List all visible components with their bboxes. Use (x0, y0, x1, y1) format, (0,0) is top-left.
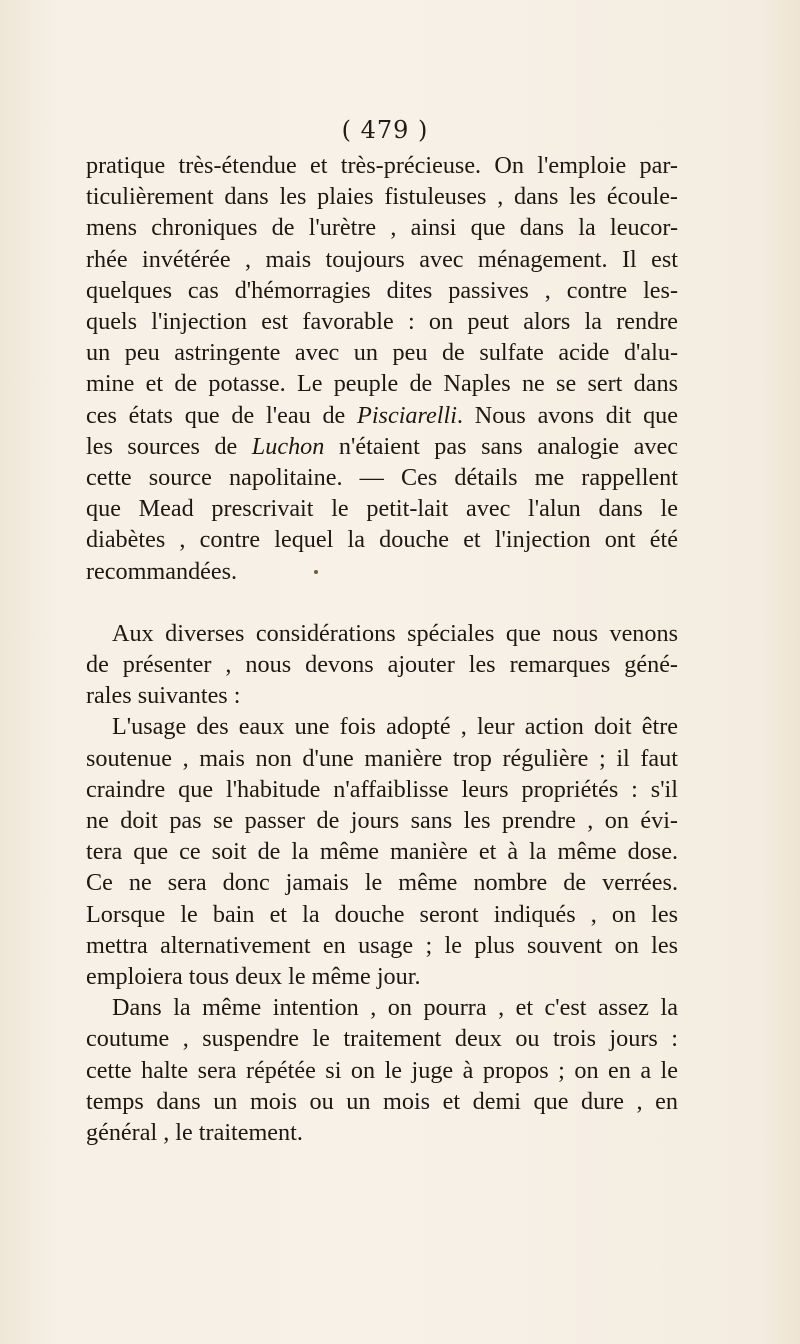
paragraph-4 (86, 992, 678, 1148)
text-line: diabètes , contre lequel la douche et l'injection ont été (86, 526, 678, 554)
text-line: un peu astringente avec un peu de sulfate acide d'alu- (86, 339, 678, 367)
text-line: général , le traitement. (86, 1119, 303, 1147)
text-line: rales suivantes : (86, 682, 241, 710)
text-line: emploiera tous deux le même jour. (86, 963, 421, 991)
text-line: mettra alternativement en usage ; le plus souvent on les (86, 931, 678, 959)
text-line: quels l'injection est favorable : on peut alors la rendre (86, 308, 678, 336)
paragraph-2 (86, 618, 678, 712)
text-line: Aux diverses considérations spéciales que nous venons (112, 619, 678, 647)
section-gap (86, 587, 678, 618)
text-line: ne doit pas se passer de jours sans les prendre , on évi- (86, 807, 678, 835)
text-line: que Mead prescrivait le petit-lait avec l'alun dans le (86, 495, 678, 523)
page-body (86, 150, 678, 1148)
text-line: cette source napolitaine. — Ces détails me rappellent (86, 464, 678, 492)
text-line: Ce ne sera donc jamais le même nombre de verrées. (86, 869, 678, 897)
text-line: de présenter , nous devons ajouter les remarques géné- (86, 651, 678, 679)
text-line: quelques cas d'hémorragies dites passives , contre les- (86, 276, 678, 304)
text-line: ticulièrement dans les plaies fistuleuses , dans les écoule- (86, 183, 678, 211)
paragraph-1 (86, 150, 678, 587)
page-number: ( 479 ) (341, 116, 429, 144)
text-line: mine et de potasse. Le peuple de Naples ne se sert dans (86, 370, 678, 398)
text-line: mens chroniques de l'urètre , ainsi que dans la leucor- (86, 214, 678, 242)
text-line: craindre que l'habitude n'affaiblisse leurs propriétés : s'il (86, 775, 678, 803)
text-line: recommandées. (86, 557, 238, 585)
text-line: temps dans un mois ou un mois et demi que dure , en (86, 1087, 678, 1115)
italic-place-name: Luchon (251, 432, 325, 460)
text-line: Lorsque le bain et la douche seront indiqués , on les (86, 900, 678, 928)
text-line: coutume , suspendre le traitement deux ou trois jours : (86, 1025, 678, 1053)
text-line: pratique très-étendue et très-précieuse. On l'emploie par- (86, 152, 678, 179)
italic-place-name: Pisciarelli (357, 401, 457, 429)
text-line: soutenue , mais non d'une manière trop régulière ; il faut (86, 744, 678, 772)
ink-speck (314, 570, 318, 574)
text-line: Dans la même intention , on pourra , et c'est assez la (112, 994, 678, 1022)
text-line: ces états que de l'eau de Pisciarelli. Nous avons dit que (86, 401, 678, 429)
text-line: les sources de Luchon n'étaient pas sans analogie avec (86, 432, 678, 460)
text-line: L'usage des eaux une fois adopté , leur action doit être (112, 713, 678, 741)
text-line: tera que ce soit de la même manière et à la même dose. (86, 838, 678, 866)
text-line: rhée invétérée , mais toujours avec ménagement. Il est (86, 245, 678, 273)
paragraph-3 (86, 711, 678, 992)
text-line: cette halte sera répétée si on le juge à propos ; on en a le (86, 1056, 678, 1084)
